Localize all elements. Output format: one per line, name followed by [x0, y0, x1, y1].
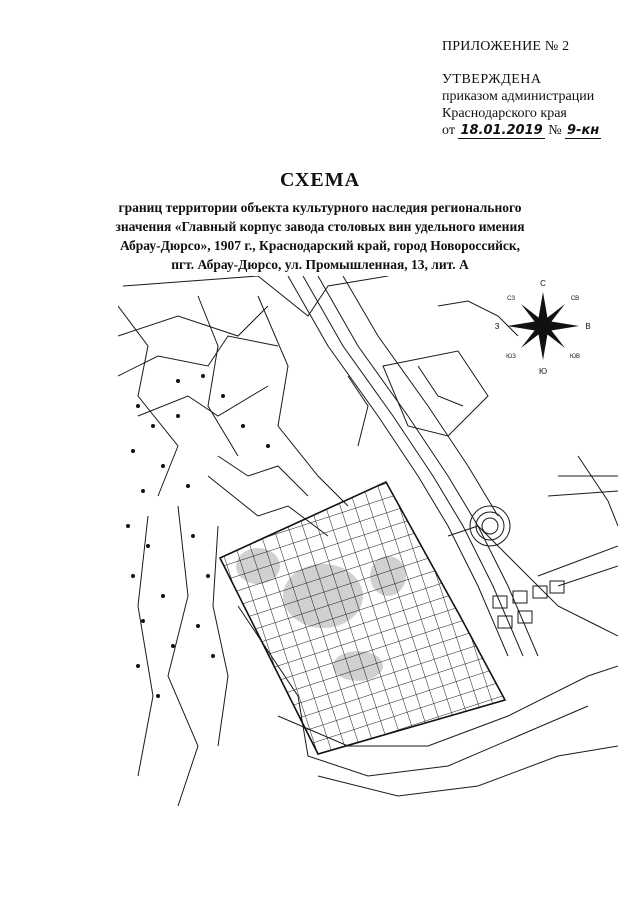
order-date: 18.01.2019 — [460, 123, 543, 138]
heritage-boundary — [220, 482, 505, 754]
compass-se-label: ЮВ — [569, 354, 581, 360]
compass-sw-label: ЮЗ — [506, 354, 516, 360]
order-line-1: приказом администрации — [442, 89, 595, 104]
appendix-label: ПРИЛОЖЕНИЕ № 2 — [442, 39, 570, 54]
number-prefix: № — [548, 123, 562, 138]
subtitle-line-1: границ территории объекта культурного наследия регионального — [118, 200, 522, 215]
compass-north-label: С — [540, 279, 546, 288]
compass-west-label: З — [494, 322, 500, 331]
vegetation-dots — [126, 374, 270, 698]
order-date-row — [442, 122, 632, 139]
site-plan-map — [118, 276, 618, 806]
document-title: СХЕМА — [279, 169, 361, 191]
subtitle-line-2: значения «Главный корпус завода столовых вин удельного имения — [115, 219, 525, 234]
document-subtitle — [100, 198, 540, 274]
compass-east-label: В — [585, 322, 591, 331]
subtitle-line-4: пгт. Абрау-Дюрсо, ул. Промышленная, 13, лит. А — [171, 257, 469, 272]
compass-south-label: Ю — [538, 367, 548, 376]
approved-label: УТВЕРЖДЕНА — [442, 72, 542, 87]
title-block — [100, 169, 540, 274]
approval-block — [442, 38, 632, 139]
compass-ne-label: СВ — [570, 296, 580, 302]
subtitle-line-3: Абрау-Дюрсо», 1907 г., Краснодарский край, город Новороссийск, — [119, 238, 521, 253]
date-prefix: от — [442, 123, 455, 138]
order-line-2: Краснодарского края — [442, 106, 567, 121]
compass-nw-label: СЗ — [507, 296, 515, 302]
order-number: 9-кн — [567, 123, 600, 138]
